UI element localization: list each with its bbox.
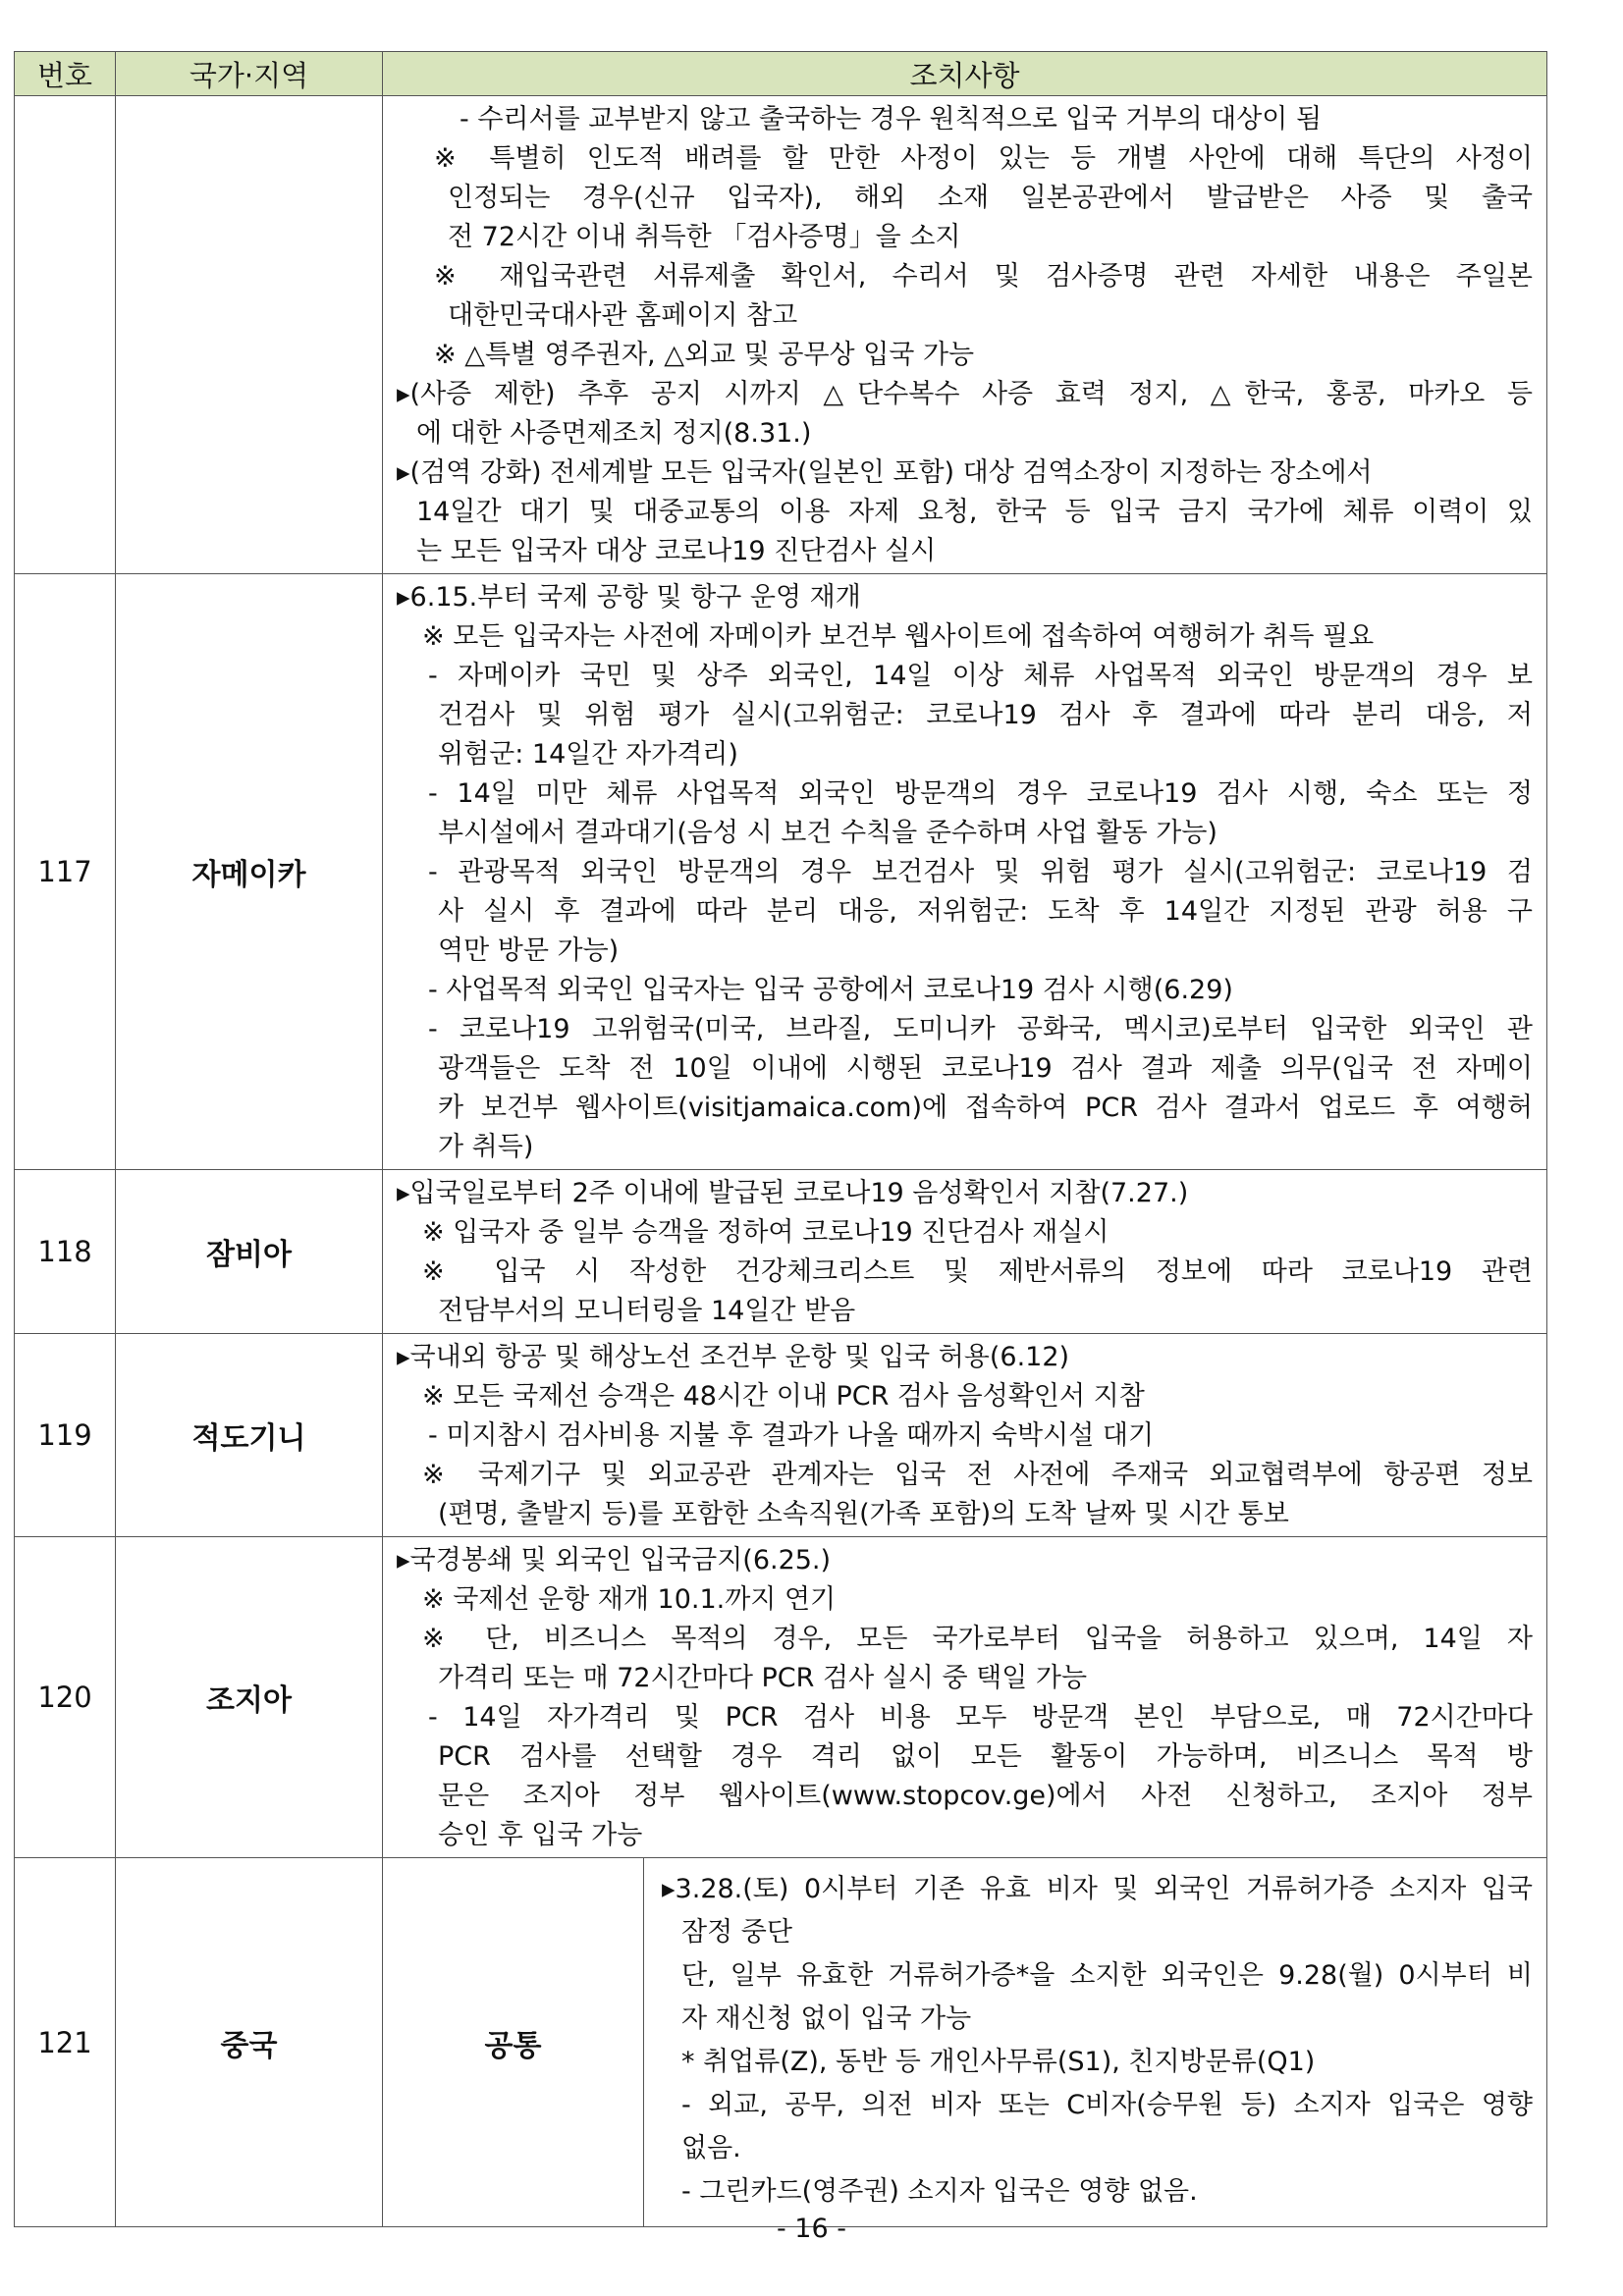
row-number: 117 [15,574,116,1170]
measures-cell [383,1537,1547,1858]
measure-line: - 미지참시 검사비용 지불 후 결과가 나올 때까지 숙박시설 대기 [428,1420,1155,1451]
table-row [15,1858,1547,2227]
row-number: 120 [15,1537,116,1858]
measure-line: 단, 일부 유효한 거류허가증*을 소지한 외국인은 9.28(월) 0시부터 비 [681,1960,1533,1991]
sub-category: 공통 [383,1858,644,2227]
measure-line: ※ 재입국관련 서류제출 확인서, 수리서 및 검사증명 관련 자세한 내용은 주일본 [434,261,1533,292]
table-row [15,96,1547,574]
measures-cell [383,574,1547,1170]
measure-line: ▸(사증 제한) 추후 공지 시까지 △단수복수 사증 효력 정지, △한국, 홍콩, 마카오 등 [397,379,1533,409]
page-number: - 16 - [776,2214,846,2244]
measure-line: ▸3.28.(토) 0시부터 기존 유효 비자 및 외국인 거류허가증 소지자 입국 [662,1874,1533,1904]
measure-line: 위험군: 14일간 자가격리) [438,739,738,770]
measure-line: - 외교, 공무, 의전 비자 또는 C비자(승무원 등) 소지자 입국은 영향 [681,2090,1533,2120]
measure-line: ▸국내외 항공 및 해상노선 조건부 운항 및 입국 허용(6.12) [397,1342,1070,1372]
table-row [15,1334,1547,1537]
measure-line: - 14일 미만 체류 사업목적 외국인 방문객의 경우 코로나19 검사 시행, 숙소 또는 정 [428,778,1533,809]
measure-line: 건검사 및 위험 평가 실시(고위험군: 코로나19 검사 후 결과에 따라 분리 대응, 저 [438,700,1533,730]
measure-line: 광객들은 도착 전 10일 이내에 시행된 코로나19 검사 결과 제출 의무(입국 전 자메이 [438,1053,1533,1084]
measure-line: ※ 모든 국제선 승객은 48시간 이내 PCR 검사 음성확인서 지참 [422,1381,1145,1412]
measure-line: 가격리 또는 매 72시간마다 PCR 검사 실시 중 택일 가능 [438,1663,1088,1693]
row-number: 121 [15,1858,116,2227]
header-measures: 조치사항 [383,52,1547,96]
measures-cell [383,96,1547,574]
measure-line: ※ 단, 비즈니스 목적의 경우, 모든 국가로부터 입국을 허용하고 있으며, 14일 자 [422,1624,1533,1654]
measure-line: ※ 국제선 운항 재개 10.1.까지 연기 [422,1584,837,1615]
measure-line: PCR 검사를 선택할 경우 격리 없이 모든 활동이 가능하며, 비즈니스 목적 방 [438,1741,1533,1772]
country-name: 자메이카 [116,574,383,1170]
measures-cell [644,1858,1547,2227]
measure-line: ※ 입국 시 작성한 건강체크리스트 및 제반서류의 정보에 따라 코로나19 관련 [422,1256,1533,1287]
measure-line: ※ 특별히 인도적 배려를 할 만한 사정이 있는 등 개별 사안에 대해 특단의 사정이 [434,143,1533,174]
measure-line: - 코로나19 고위험국(미국, 브라질, 도미니카 공화국, 멕시코)로부터 입국한 외국인 관 [428,1014,1533,1044]
measure-line: 가 취득) [438,1132,534,1162]
table-row [15,1537,1547,1858]
country-name [116,96,383,574]
measure-line: 승인 후 입국 가능 [438,1820,643,1850]
measure-line: - 사업목적 외국인 입국자는 입국 공항에서 코로나19 검사 시행(6.29) [428,975,1233,1005]
measure-line: ※ 국제기구 및 외교공관 관계자는 입국 전 사전에 주재국 외교협력부에 항공편 정보 [422,1460,1533,1490]
measure-line: (편명, 출발지 등)를 포함한 소속직원(가족 포함)의 도착 날짜 및 시간 통보 [438,1499,1289,1529]
measure-line: - 자메이카 국민 및 상주 외국인, 14일 이상 체류 사업목적 외국인 방문객의 경우 보 [428,661,1533,691]
measure-line: 는 모든 입국자 대상 코로나19 진단검사 실시 [416,536,937,566]
measure-line: 카 보건부 웹사이트(visitjamaica.com)에 접속하여 PCR 검사 결과서 업로드 후 여행허 [438,1093,1533,1123]
measure-line: 전 72시간 이내 취득한 「검사증명」을 소지 [448,222,961,252]
measure-line: ▸(검역 강화) 전세계발 모든 입국자(일본인 포함) 대상 검역소장이 지정하는 장소에서 [397,457,1373,488]
country-name: 적도기니 [116,1334,383,1537]
measure-line: 에 대한 사증면제조치 정지(8.31.) [416,418,812,449]
measures-table [14,51,1547,2227]
measure-line: 문은 조지아 정부 웹사이트(www.stopcov.ge)에서 사전 신청하고, 조지아 정부 [438,1781,1533,1811]
measure-line: 자 재신청 없이 입국 가능 [681,2003,972,2034]
measure-line: 잠정 중단 [681,1917,792,1948]
country-name: 조지아 [116,1537,383,1858]
measure-line: ※ 모든 입국자는 사전에 자메이카 보건부 웹사이트에 접속하여 여행허가 취득 필요 [422,621,1375,652]
measure-line: ※ △특별 영주권자, △외교 및 공무상 입국 가능 [434,340,975,370]
country-name: 잠비아 [116,1170,383,1334]
measure-line: 인정되는 경우(신규 입국자), 해외 소재 일본공관에서 발급받은 사증 및 출국 [448,183,1533,213]
measure-line: 대한민국대사관 홈페이지 참고 [448,300,798,331]
table-row [15,574,1547,1170]
measure-line: 역만 방문 가능) [438,935,620,966]
measure-line: 부시설에서 결과대기(음성 시 보건 수칙을 준수하며 사업 활동 가능) [438,818,1217,848]
measure-line: 없음. [681,2133,741,2163]
row-number: 118 [15,1170,116,1334]
measures-cell [383,1170,1547,1334]
measures-cell [383,1334,1547,1537]
measure-line: 14일간 대기 및 대중교통의 이용 자제 요청, 한국 등 입국 금지 국가에 체류 이력이 있 [416,497,1533,527]
row-number [15,96,116,574]
measure-line: - 수리서를 교부받지 않고 출국하는 경우 원칙적으로 입국 거부의 대상이 됨 [460,104,1323,134]
measure-line: 사 실시 후 결과에 따라 분리 대응, 저위험군: 도착 후 14일간 지정된 관광 허용 구 [438,896,1533,927]
measure-line: ▸입국일로부터 2주 이내에 발급된 코로나19 음성확인서 지참(7.27.) [397,1178,1189,1208]
measure-line: * 취업류(Z), 동반 등 개인사무류(S1), 친지방문류(Q1) [681,2047,1316,2077]
measure-line: - 그린카드(영주권) 소지자 입국은 영향 없음. [681,2176,1198,2207]
header-number: 번호 [15,52,116,96]
table-body [15,96,1547,2227]
measure-line: ▸국경봉쇄 및 외국인 입국금지(6.25.) [397,1545,832,1575]
row-number: 119 [15,1334,116,1537]
header-row [15,52,1547,96]
table-row [15,1170,1547,1334]
measure-line: ▸6.15.부터 국제 공항 및 항구 운영 재개 [397,582,861,613]
measure-line: 전담부서의 모니터링을 14일간 받음 [438,1296,856,1326]
measure-line: - 14일 자가격리 및 PCR 검사 비용 모두 방문객 본인 부담으로, 매 72시간마다 [428,1702,1533,1733]
header-country: 국가·지역 [116,52,383,96]
measure-line: ※ 입국자 중 일부 승객을 정하여 코로나19 진단검사 재실시 [422,1217,1109,1248]
measure-line: - 관광목적 외국인 방문객의 경우 보건검사 및 위험 평가 실시(고위험군: 코로나19 검 [428,857,1533,887]
country-name: 중국 [116,1858,383,2227]
